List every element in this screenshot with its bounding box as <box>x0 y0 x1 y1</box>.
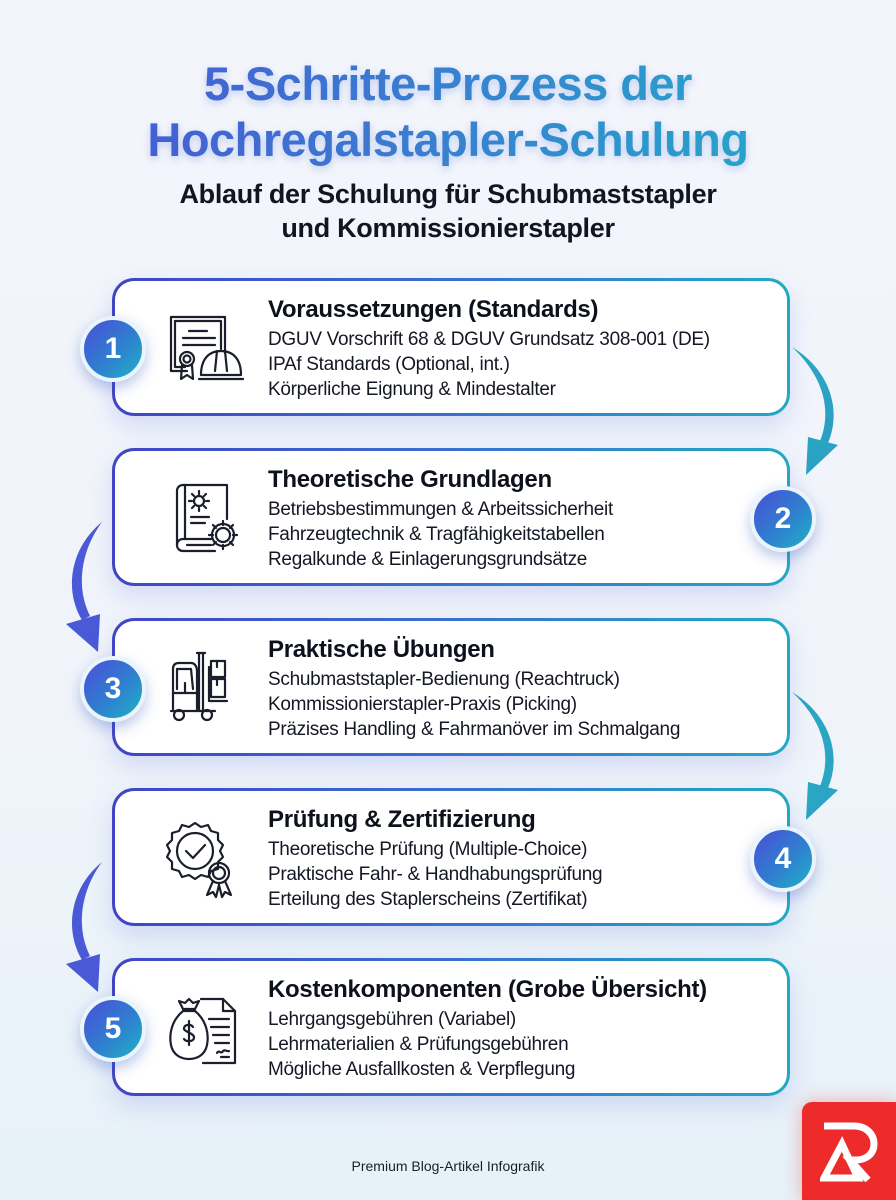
ar-logo-icon <box>820 1120 878 1182</box>
step-card-3 <box>112 618 790 756</box>
arrow-2-to-3-icon <box>60 520 120 660</box>
step-detail: Schubmaststapler-Bedienung (Reachtruck) <box>268 669 620 690</box>
step-detail: Präzises Handling & Fahrmanöver im Schmalgang <box>268 719 681 740</box>
certificate-helmet-icon <box>165 309 245 389</box>
step-detail: Theoretische Prüfung (Multiple-Choice) <box>268 839 588 860</box>
arrow-4-to-5-icon <box>60 860 120 1000</box>
step-title: Kostenkomponenten (Grobe Übersicht) <box>268 976 707 1003</box>
brand-logo <box>802 1102 896 1200</box>
step-detail: Kommissionierstapler-Praxis (Picking) <box>268 694 577 715</box>
step-title: Praktische Übungen <box>268 636 495 663</box>
step-detail: Körperliche Eignung & Mindestalter <box>268 379 556 400</box>
main-title-line-2: Hochregalstapler-Schulung <box>0 112 896 168</box>
step-detail: Praktische Fahr- & Handhabungsprüfung <box>268 864 603 885</box>
main-title-line-1: 5-Schritte-Prozess der <box>0 56 896 112</box>
step-detail: Regalkunde & Einlagerungsgrundsätze <box>268 549 588 570</box>
step-number-badge-5: 5 <box>80 996 146 1062</box>
step-card-5 <box>112 958 790 1096</box>
step-detail: Fahrzeugtechnik & Tragfähigkeitstabellen <box>268 524 605 545</box>
step-title: Theoretische Grundlagen <box>268 466 552 493</box>
step-detail: DGUV Vorschrift 68 & DGUV Grundsatz 308-001 (DE) <box>268 329 710 350</box>
step-detail: Mögliche Ausfallkosten & Verpflegung <box>268 1059 576 1080</box>
step-title: Prüfung & Zertifizierung <box>268 806 536 833</box>
footer-caption: Premium Blog-Artikel Infografik <box>351 1158 545 1174</box>
book-gears-icon <box>165 479 245 559</box>
step-title: Voraussetzungen (Standards) <box>268 296 599 323</box>
step-detail: Lehrgangsgebühren (Variabel) <box>268 1009 516 1030</box>
subtitle-line-1: Ablauf der Schulung für Schubmaststapler <box>179 179 717 209</box>
arrow-3-to-4-icon <box>790 690 850 830</box>
step-number-badge-4: 4 <box>750 826 816 892</box>
step-card-4 <box>112 788 790 926</box>
step-number-badge-1: 1 <box>80 316 146 382</box>
award-badge-icon <box>165 819 245 899</box>
step-detail: IPAf Standards (Optional, int.) <box>268 354 510 375</box>
step-detail: Erteilung des Staplerscheins (Zertifikat) <box>268 889 588 910</box>
step-card-1 <box>112 278 790 416</box>
step-card-2 <box>112 448 790 586</box>
money-bag-invoice-icon <box>165 989 245 1069</box>
arrow-1-to-2-icon <box>790 345 850 485</box>
step-detail: Lehrmaterialien & Prüfungsgebühren <box>268 1034 569 1055</box>
subtitle-line-2: und Kommissionierstapler <box>281 213 615 243</box>
forklift-icon <box>165 649 245 729</box>
step-number-badge-2: 2 <box>750 486 816 552</box>
step-number-badge-3: 3 <box>80 656 146 722</box>
step-detail: Betriebsbestimmungen & Arbeitssicherheit <box>268 499 613 520</box>
